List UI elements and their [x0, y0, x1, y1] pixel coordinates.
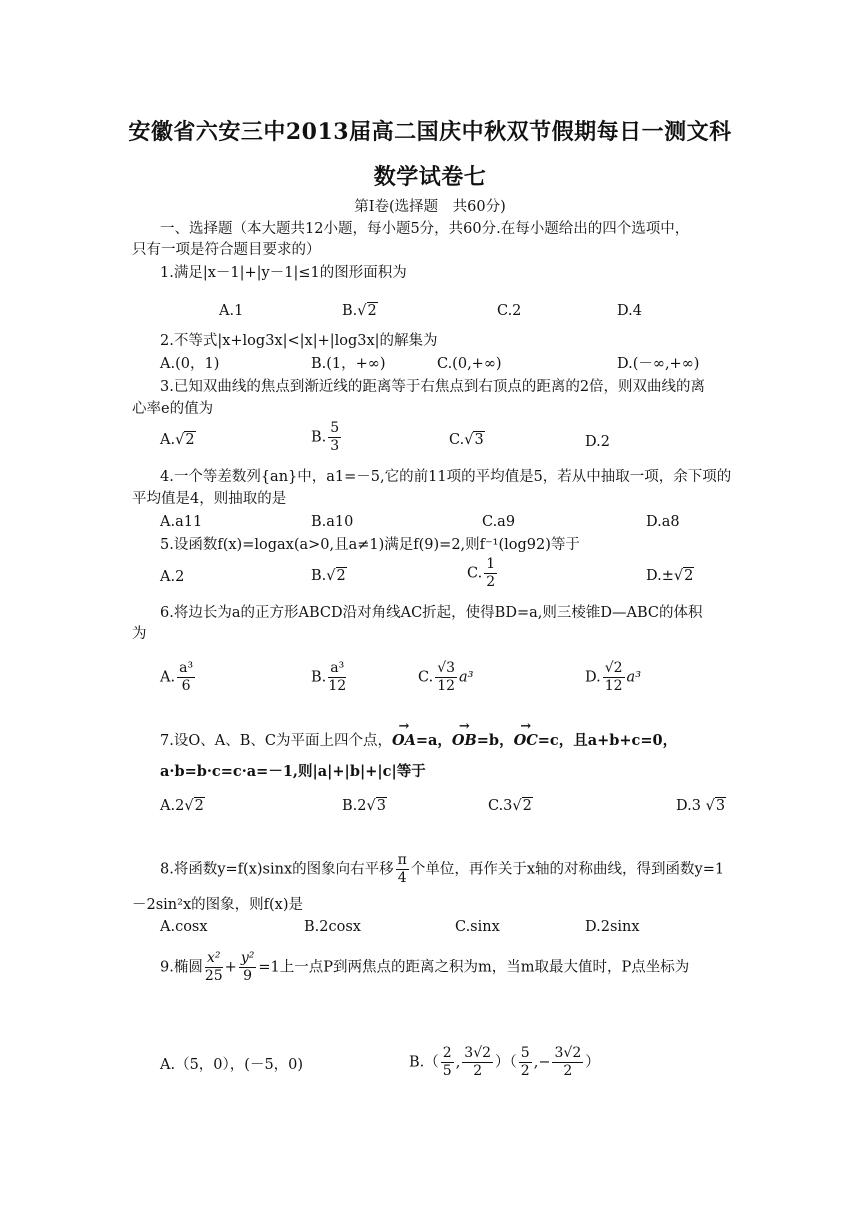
section-heading: 第Ⅰ卷(选择题 共60分): [354, 199, 506, 215]
q4-option-b: B.a10: [311, 514, 354, 530]
q7-option-d: D.3 √3: [676, 798, 726, 814]
q2-option-b: B.(1，+∞): [311, 356, 386, 372]
vector-oa: → OA: [392, 731, 416, 751]
q6-option-b: B. $\frac{\text{a³}}{12}$: [311, 660, 347, 694]
q6-stem-line1: 6.将边长为a的正方形ABCD沿对角线AC折起，使得BD=a,则三棱锥D—ABC的体积: [160, 605, 703, 621]
q3-stem-line2: 心率e的值为: [132, 401, 214, 417]
q5-stem: 5.设函数f(x)=logax(a>0,且a≠1)满足f(9)=2,则f⁻¹(log92)等于: [160, 537, 580, 553]
exam-title-line1: 安徽省六安三中2013届高二国庆中秋双节假期每日一测文科: [128, 119, 732, 145]
q4-option-d: D.a8: [646, 514, 680, 530]
q4-option-a: A.a11: [160, 514, 203, 530]
q9-option-a: A.（5，0），(－5，0): [160, 1057, 304, 1073]
q8-stem-line2: －2sin²x的图象，则f(x)是: [132, 897, 303, 913]
q1-option-a: A.1: [219, 303, 244, 319]
q5-option-d: D.±√2: [646, 568, 694, 584]
q8-stem-line1: 8.将函数y=f(x)sinx的图象向右平移 $\frac{\pi}{4}$ 个单位，再作关于x轴的对称曲线，得到函数y=1: [160, 852, 725, 886]
q8-option-b: B.2cosx: [304, 919, 361, 935]
q2-stem: 2.不等式|x+log3x|<|x|+|log3x|的解集为: [160, 333, 438, 349]
intro-line2: 只有一项是符合题目要求的）: [132, 242, 321, 258]
q4-option-c: C.a9: [482, 514, 516, 530]
intro-line1: 一、选择题（本大题共12小题，每小题5分，共60分.在每小题给出的四个选项中，: [160, 221, 690, 237]
q8-option-a: A.cosx: [160, 919, 208, 935]
q3-option-a: A.√2: [160, 432, 195, 448]
q1-option-d: D.4: [617, 303, 642, 319]
q7-stem-line1: 7.设O、A、B、C为平面上四个点，→ OA=a，→ OB=b，→ OC=c，且a+b+c=0，: [160, 731, 677, 751]
q3-option-b: B. $\frac{5}{3}$: [311, 420, 340, 454]
q8-option-d: D.2sinx: [585, 919, 640, 935]
q1-option-b: B.√2: [342, 303, 377, 319]
q7-stem-line2: a·b=b·c=c·a=－1,则|a|+|b|+|c|等于: [160, 763, 426, 780]
q9-option-b: B.（ $\frac{2}{5}$ , $\frac{3√2}{2}$ ）（ $\frac{5}{2}$ ,− $\frac{3√2}{2}$ ）: [409, 1045, 600, 1079]
q6-option-a: A. $\frac{\text{a³}}{6}$: [160, 660, 194, 694]
vector-ob: → OB: [452, 731, 477, 751]
q9-stem: 9.椭圆 $\frac{\text{x²}}{25}$ + $\frac{\text{y²}}{9}$ =1上一点P到两焦点的距离之积为m，当m取最大值时，P点坐标为: [160, 950, 690, 984]
q7-option-c: C.3√2: [488, 798, 532, 814]
q5-option-a: A.2: [160, 569, 185, 585]
q4-stem-line2: 平均值是4，则抽取的是: [132, 491, 287, 507]
q6-option-d: D. $\frac{√2}{12}$ a³: [585, 660, 642, 694]
q3-stem-line1: 3.已知双曲线的焦点到渐近线的距离等于右焦点到右顶点的距离的2倍，则双曲线的离: [160, 379, 706, 395]
q5-option-c: C. $\frac{1}{2}$: [467, 556, 496, 590]
q3-option-c: C.√3: [449, 432, 484, 448]
vector-oc: → OC: [514, 731, 538, 751]
q7-option-a: A.2√2: [160, 798, 204, 814]
q2-option-d: D.(－∞,+∞): [617, 356, 700, 372]
q8-option-c: C.sinx: [455, 919, 500, 935]
exam-title-line2: 数学试卷七: [373, 164, 487, 190]
q2-option-c: C.(0,+∞): [437, 356, 502, 372]
q6-option-c: C. $\frac{√3}{12}$ a³: [418, 660, 474, 694]
q4-stem-line1: 4.一个等差数列{an}中，a1=－5,它的前11项的平均值是5，若从中抽取一项，余下项的: [160, 469, 732, 485]
q5-option-b: B.√2: [311, 568, 346, 584]
q1-stem: 1.满足|x－1|+|y－1|≤1的图形面积为: [160, 265, 407, 281]
q1-option-c: C.2: [497, 303, 522, 319]
q6-stem-line2: 为: [132, 626, 147, 642]
q2-option-a: A.(0，1): [160, 356, 220, 372]
q7-option-b: B.2√3: [342, 798, 386, 814]
q3-option-d: D.2: [585, 434, 610, 450]
